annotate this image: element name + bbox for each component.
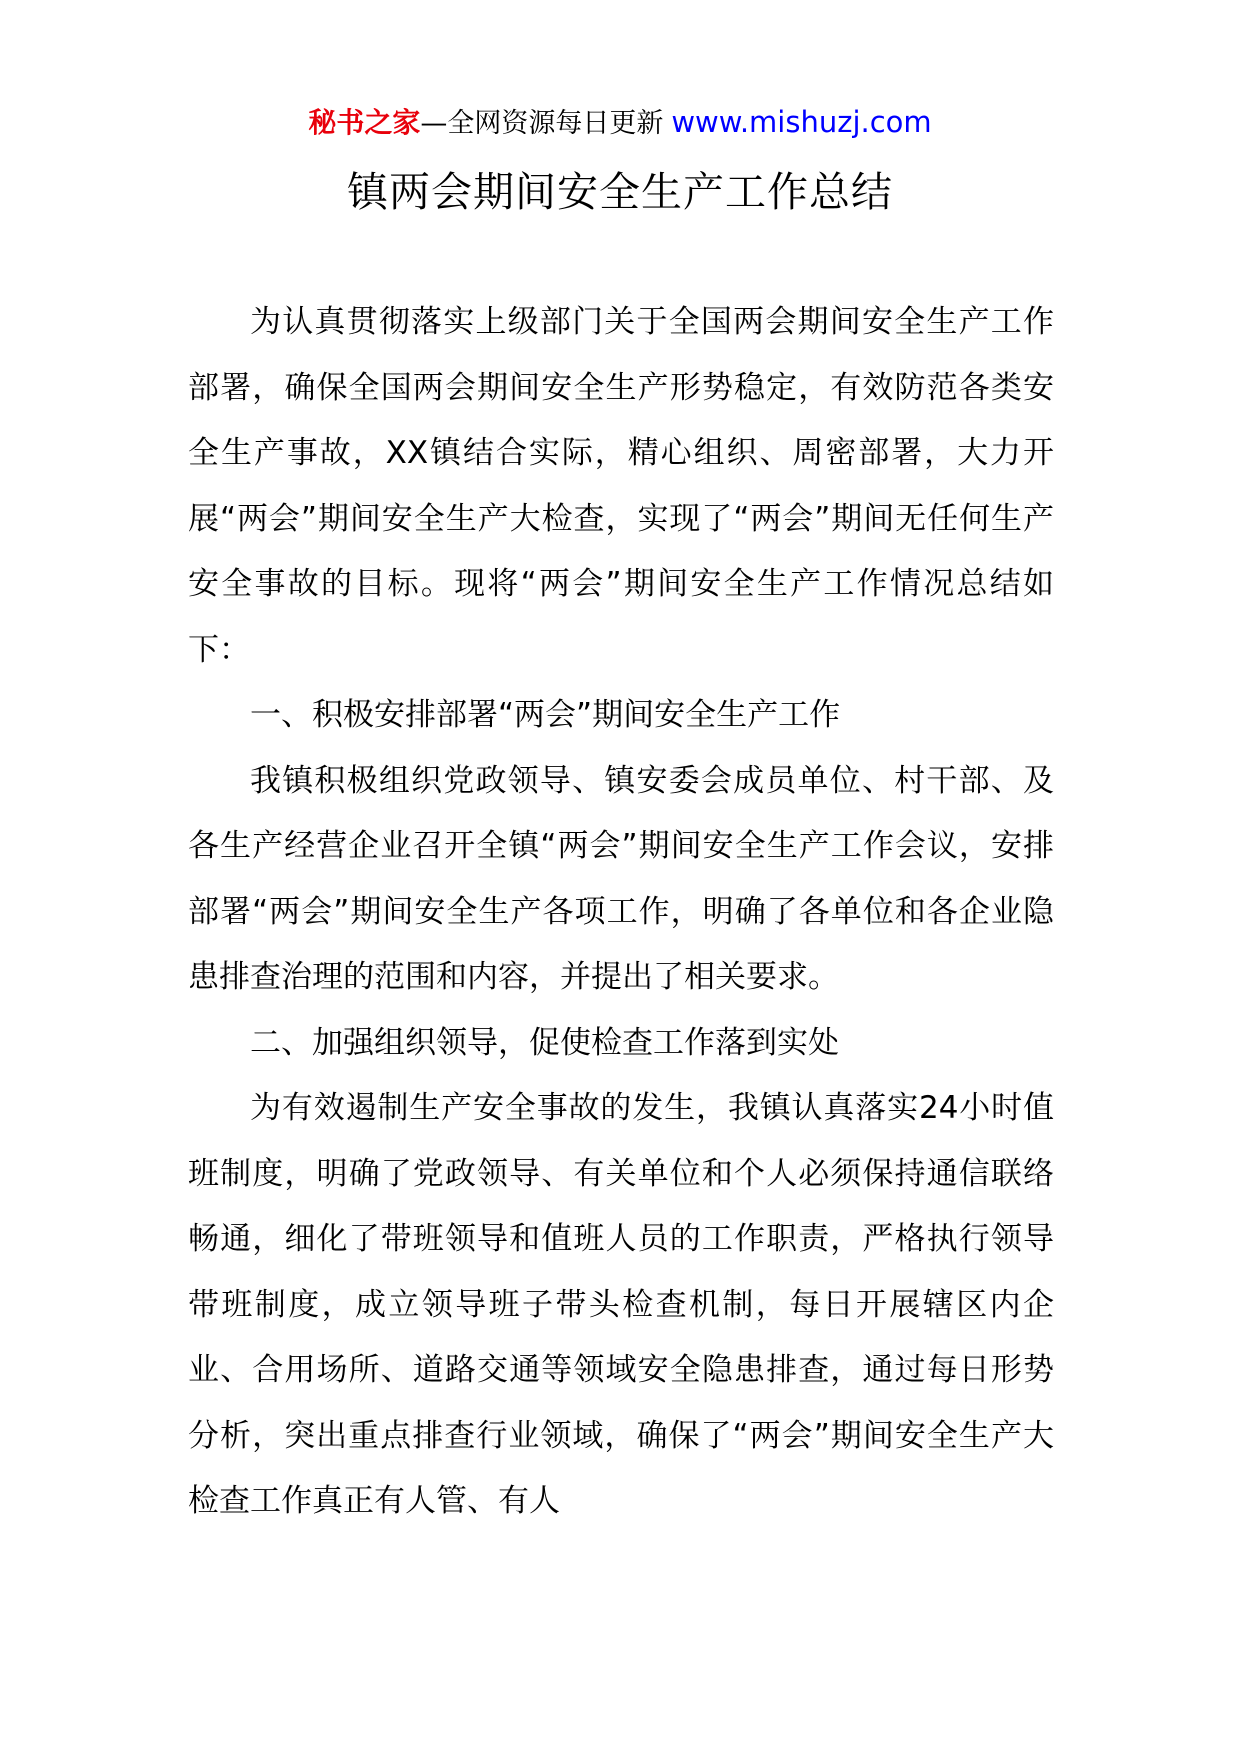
section-heading-1: 一、积极安排部署“两会”期间安全生产工作 <box>250 697 841 733</box>
site-brand: 秘书之家 <box>308 106 421 139</box>
document-title: 镇两会期间安全生产工作总结 <box>347 168 893 216</box>
section-1-paragraph: 我镇积极组织党政领导、镇安委会成员单位、村干部、及各生产经营企业召开全镇“两会”期间安全生产工作会议，安排部署“两会”期间安全生产各项工作，明确了各单位和各企业隐患排查治理的范围和内容，并提出了相关要求。 <box>188 762 1054 995</box>
site-header <box>0 102 1240 144</box>
site-tagline: —全网资源每日更新 <box>420 108 664 139</box>
site-url-link[interactable]: www.mishuzj.com <box>671 105 932 139</box>
section-heading-2: 二、加强组织领导，促使检查工作落到实处 <box>250 1024 839 1061</box>
document-body <box>188 290 1054 1535</box>
section-2-paragraph: 为有效遏制生产安全事故的发生，我镇认真落实24小时值班制度，明确了党政领导、有关单位和个人必须保持通信联络畅通，细化了带班领导和值班人员的工作职责，严格执行领导带班制度，成立领导班子带头检查机制，每日开展辖区内企业、合用场所、道路交通等领域安全隐患排查，通过每日形势分析，突出重点排查行业领域，确保了“两会”期间安全生产大检查工作真正有人管、有人 <box>188 1090 1054 1519</box>
intro-paragraph: 为认真贯彻落实上级部门关于全国两会期间安全生产工作部署，确保全国两会期间安全生产形势稳定，有效防范各类安全生产事故，XX镇结合实际，精心组织、周密部署，大力开展“两会”期间安全生产大检查，实现了“两会”期间无任何生产安全事故的目标。现将“两会”期间安全生产工作情况总结如下： <box>188 304 1054 668</box>
